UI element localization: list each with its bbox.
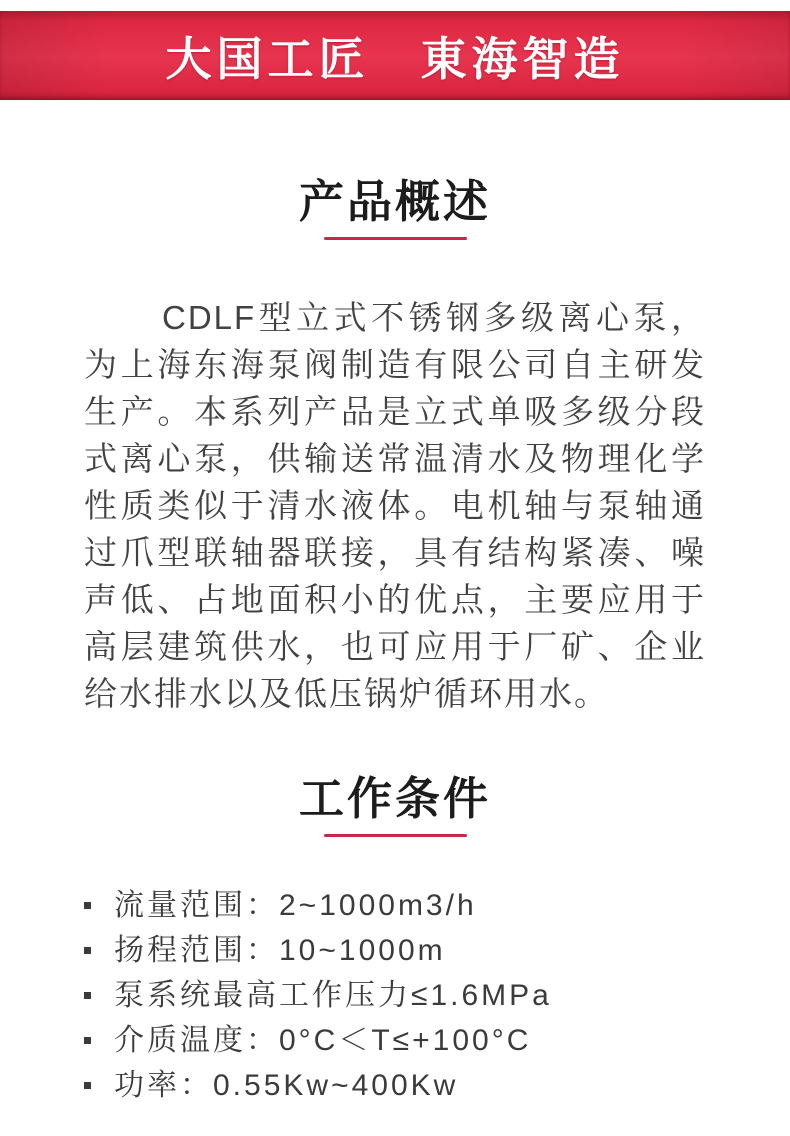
top-banner	[0, 11, 790, 100]
working-conditions-list	[84, 883, 790, 1108]
bullet-icon	[84, 947, 91, 954]
list-item-text: 流量范围：2~1000m3/h	[114, 889, 477, 922]
section-heading-product-overview: 产品概述	[298, 176, 491, 227]
bullet-icon	[84, 1037, 91, 1044]
product-overview-paragraph: CDLF型立式不锈钢多级离心泵，为上海东海泵阀制造有限公司自主研发生产。本系列产品是立式单吸多级分段式离心泵，供输送常温清水及物理化学性质类似于清水液体。电机轴与泵轴通过爪型联轴器联接，具有结构紧凑、噪声低、占地面积小的优点，主要应用于高层建筑供水，也可应用于厂矿、企业给水排水以及低压锅炉循环用水。	[84, 299, 706, 712]
heading-underline	[324, 834, 467, 837]
banner-title: 大国工匠 東海智造	[165, 32, 625, 85]
heading-underline	[324, 237, 467, 240]
list-item-text: 泵系统最高工作压力≤1.6MPa	[114, 979, 552, 1012]
section-heading-working-conditions: 工作条件	[298, 773, 491, 824]
bullet-icon	[84, 992, 91, 999]
list-item-power-range	[84, 1063, 790, 1108]
list-item-text: 介质温度：0°C＜T≤+100°C	[114, 1024, 532, 1057]
bullet-icon	[84, 902, 91, 909]
list-item-max-pressure	[84, 973, 790, 1018]
list-item-medium-temperature	[84, 1018, 790, 1063]
list-item-text: 扬程范围：10~1000m	[114, 934, 446, 967]
bullet-icon	[84, 1082, 91, 1089]
list-item-flow-range	[84, 883, 790, 928]
list-item-text: 功率：0.55Kw~400Kw	[114, 1069, 459, 1102]
list-item-head-range	[84, 928, 790, 973]
